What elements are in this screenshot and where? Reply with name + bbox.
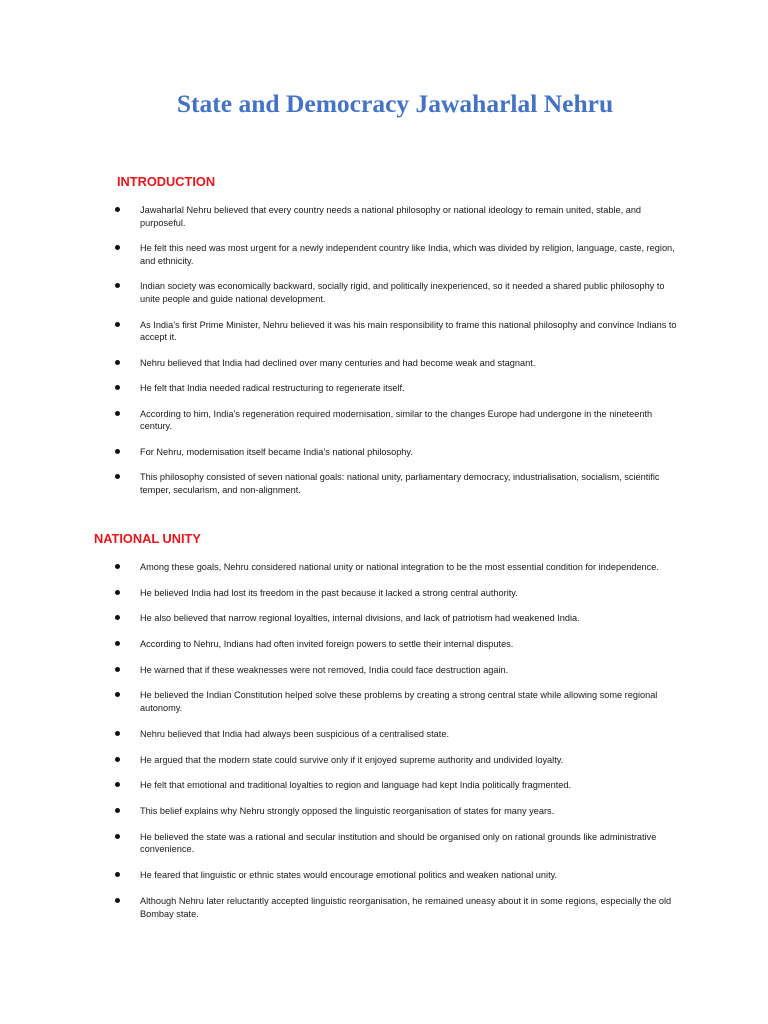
national-unity-bullet-list xyxy=(0,561,768,933)
bullet-text: He felt that emotional and traditional loyalties to region and language had kept India politically fragmented. xyxy=(140,780,572,791)
list-item xyxy=(0,895,678,921)
bullet-text: This philosophy consisted of seven national goals: national unity, parliamentary democracy, industrialisation, socialism, scientific temper, secularism, and non-alignment. xyxy=(140,472,660,495)
bullet-text: He believed the state was a rational and secular institution and should be organised only on rational grounds like administrative convenience. xyxy=(140,831,657,855)
list-item xyxy=(0,280,678,306)
bullet-text: He argued that the modern state could survive only if it enjoyed supreme authority and undivided loyalty. xyxy=(140,754,564,765)
list-item xyxy=(0,612,678,625)
bullet-icon xyxy=(115,590,120,595)
bullet-icon xyxy=(115,872,120,877)
bullet-text: He believed the Indian Constitution helped solve these problems by creating a strong central state while allowing some regional autonomy. xyxy=(140,690,658,714)
list-item xyxy=(0,805,678,818)
bullet-text: Among these goals, Nehru considered national unity or national integration to be the most essential condition for independence. xyxy=(140,562,659,572)
bullet-icon xyxy=(115,449,120,454)
list-item xyxy=(0,471,678,497)
list-item xyxy=(0,357,678,370)
bullet-icon xyxy=(115,667,120,672)
bullet-text: Nehru believed that India had declined over many centuries and had become weak and stagnant. xyxy=(140,357,536,368)
list-item xyxy=(0,204,678,230)
introduction-bullet-list xyxy=(0,204,768,509)
bullet-icon xyxy=(115,834,120,839)
bullet-text: He felt that India needed radical restructuring to regenerate itself. xyxy=(140,383,405,394)
list-item xyxy=(0,869,678,882)
list-item xyxy=(0,408,678,434)
bullet-text: Although Nehru later reluctantly accepted linguistic reorganisation, he remained uneasy about it in some regions, especially the old Bombay state. xyxy=(140,895,672,919)
bullet-text: This belief explains why Nehru strongly opposed the linguistic reorganisation of states for many years. xyxy=(140,805,555,816)
bullet-icon xyxy=(115,411,120,416)
bullet-icon xyxy=(115,322,120,327)
list-item xyxy=(0,831,678,857)
list-item xyxy=(0,728,678,741)
list-item xyxy=(0,587,678,600)
document-title: State and Democracy Jawaharlal Nehru xyxy=(176,89,614,118)
bullet-icon xyxy=(115,245,120,250)
bullet-text: According to him, India’s regeneration required modernisation, similar to the changes Europe had undergone in the nineteenth century. xyxy=(140,408,653,432)
list-item xyxy=(0,242,678,268)
bullet-icon xyxy=(115,898,120,903)
list-item xyxy=(0,754,678,767)
bullet-text: He felt this need was most urgent for a newly independent country like India, which was divided by religion, language, caste, region, and ethnicity. xyxy=(140,243,675,266)
bullet-icon xyxy=(115,692,120,697)
section-heading-national-unity: NATIONAL UNITY xyxy=(94,531,201,546)
list-item xyxy=(0,664,678,677)
list-item xyxy=(0,689,678,715)
bullet-text: As India’s first Prime Minister, Nehru believed it was his main responsibility to frame this national philosophy and convince Indians to accept it. xyxy=(140,319,677,343)
bullet-icon xyxy=(115,757,120,762)
bullet-icon xyxy=(115,207,120,212)
bullet-text: For Nehru, modernisation itself became India’s national philosophy. xyxy=(140,446,413,457)
bullet-text: Indian society was economically backward, socially rigid, and politically inexperienced, so it needed a shared public philosophy to unite people and guide national development. xyxy=(140,281,665,305)
bullet-icon xyxy=(115,808,120,813)
bullet-icon xyxy=(115,782,120,787)
bullet-text: Jawaharlal Nehru believed that every country needs a national philosophy or national ideology to remain united, stable, and purposeful. xyxy=(140,205,642,228)
list-item xyxy=(0,319,678,345)
section-heading-introduction: INTRODUCTION xyxy=(117,174,216,189)
bullet-icon xyxy=(115,385,120,390)
bullet-icon xyxy=(115,283,120,288)
bullet-text: He warned that if these weaknesses were not removed, India could face destruction again. xyxy=(140,664,509,675)
list-item xyxy=(0,561,678,574)
bullet-icon xyxy=(115,615,120,620)
bullet-text: He also believed that narrow regional loyalties, internal divisions, and lack of patriotism had weakened India. xyxy=(140,613,580,624)
bullet-icon xyxy=(115,731,120,736)
bullet-icon xyxy=(115,641,120,646)
bullet-text: Nehru believed that India had always been suspicious of a centralised state. xyxy=(140,728,449,739)
bullet-icon xyxy=(115,360,120,365)
bullet-icon xyxy=(115,474,120,479)
list-item xyxy=(0,638,678,651)
bullet-text: He feared that linguistic or ethnic states would encourage emotional politics and weaken national unity. xyxy=(140,870,558,881)
bullet-text: He believed India had lost its freedom in the past because it lacked a strong central authority. xyxy=(140,587,518,598)
bullet-icon xyxy=(115,564,120,569)
bullet-text: According to Nehru, Indians had often invited foreign powers to settle their internal disputes. xyxy=(140,639,514,650)
list-item xyxy=(0,382,678,395)
list-item xyxy=(0,446,678,459)
list-item xyxy=(0,779,678,792)
